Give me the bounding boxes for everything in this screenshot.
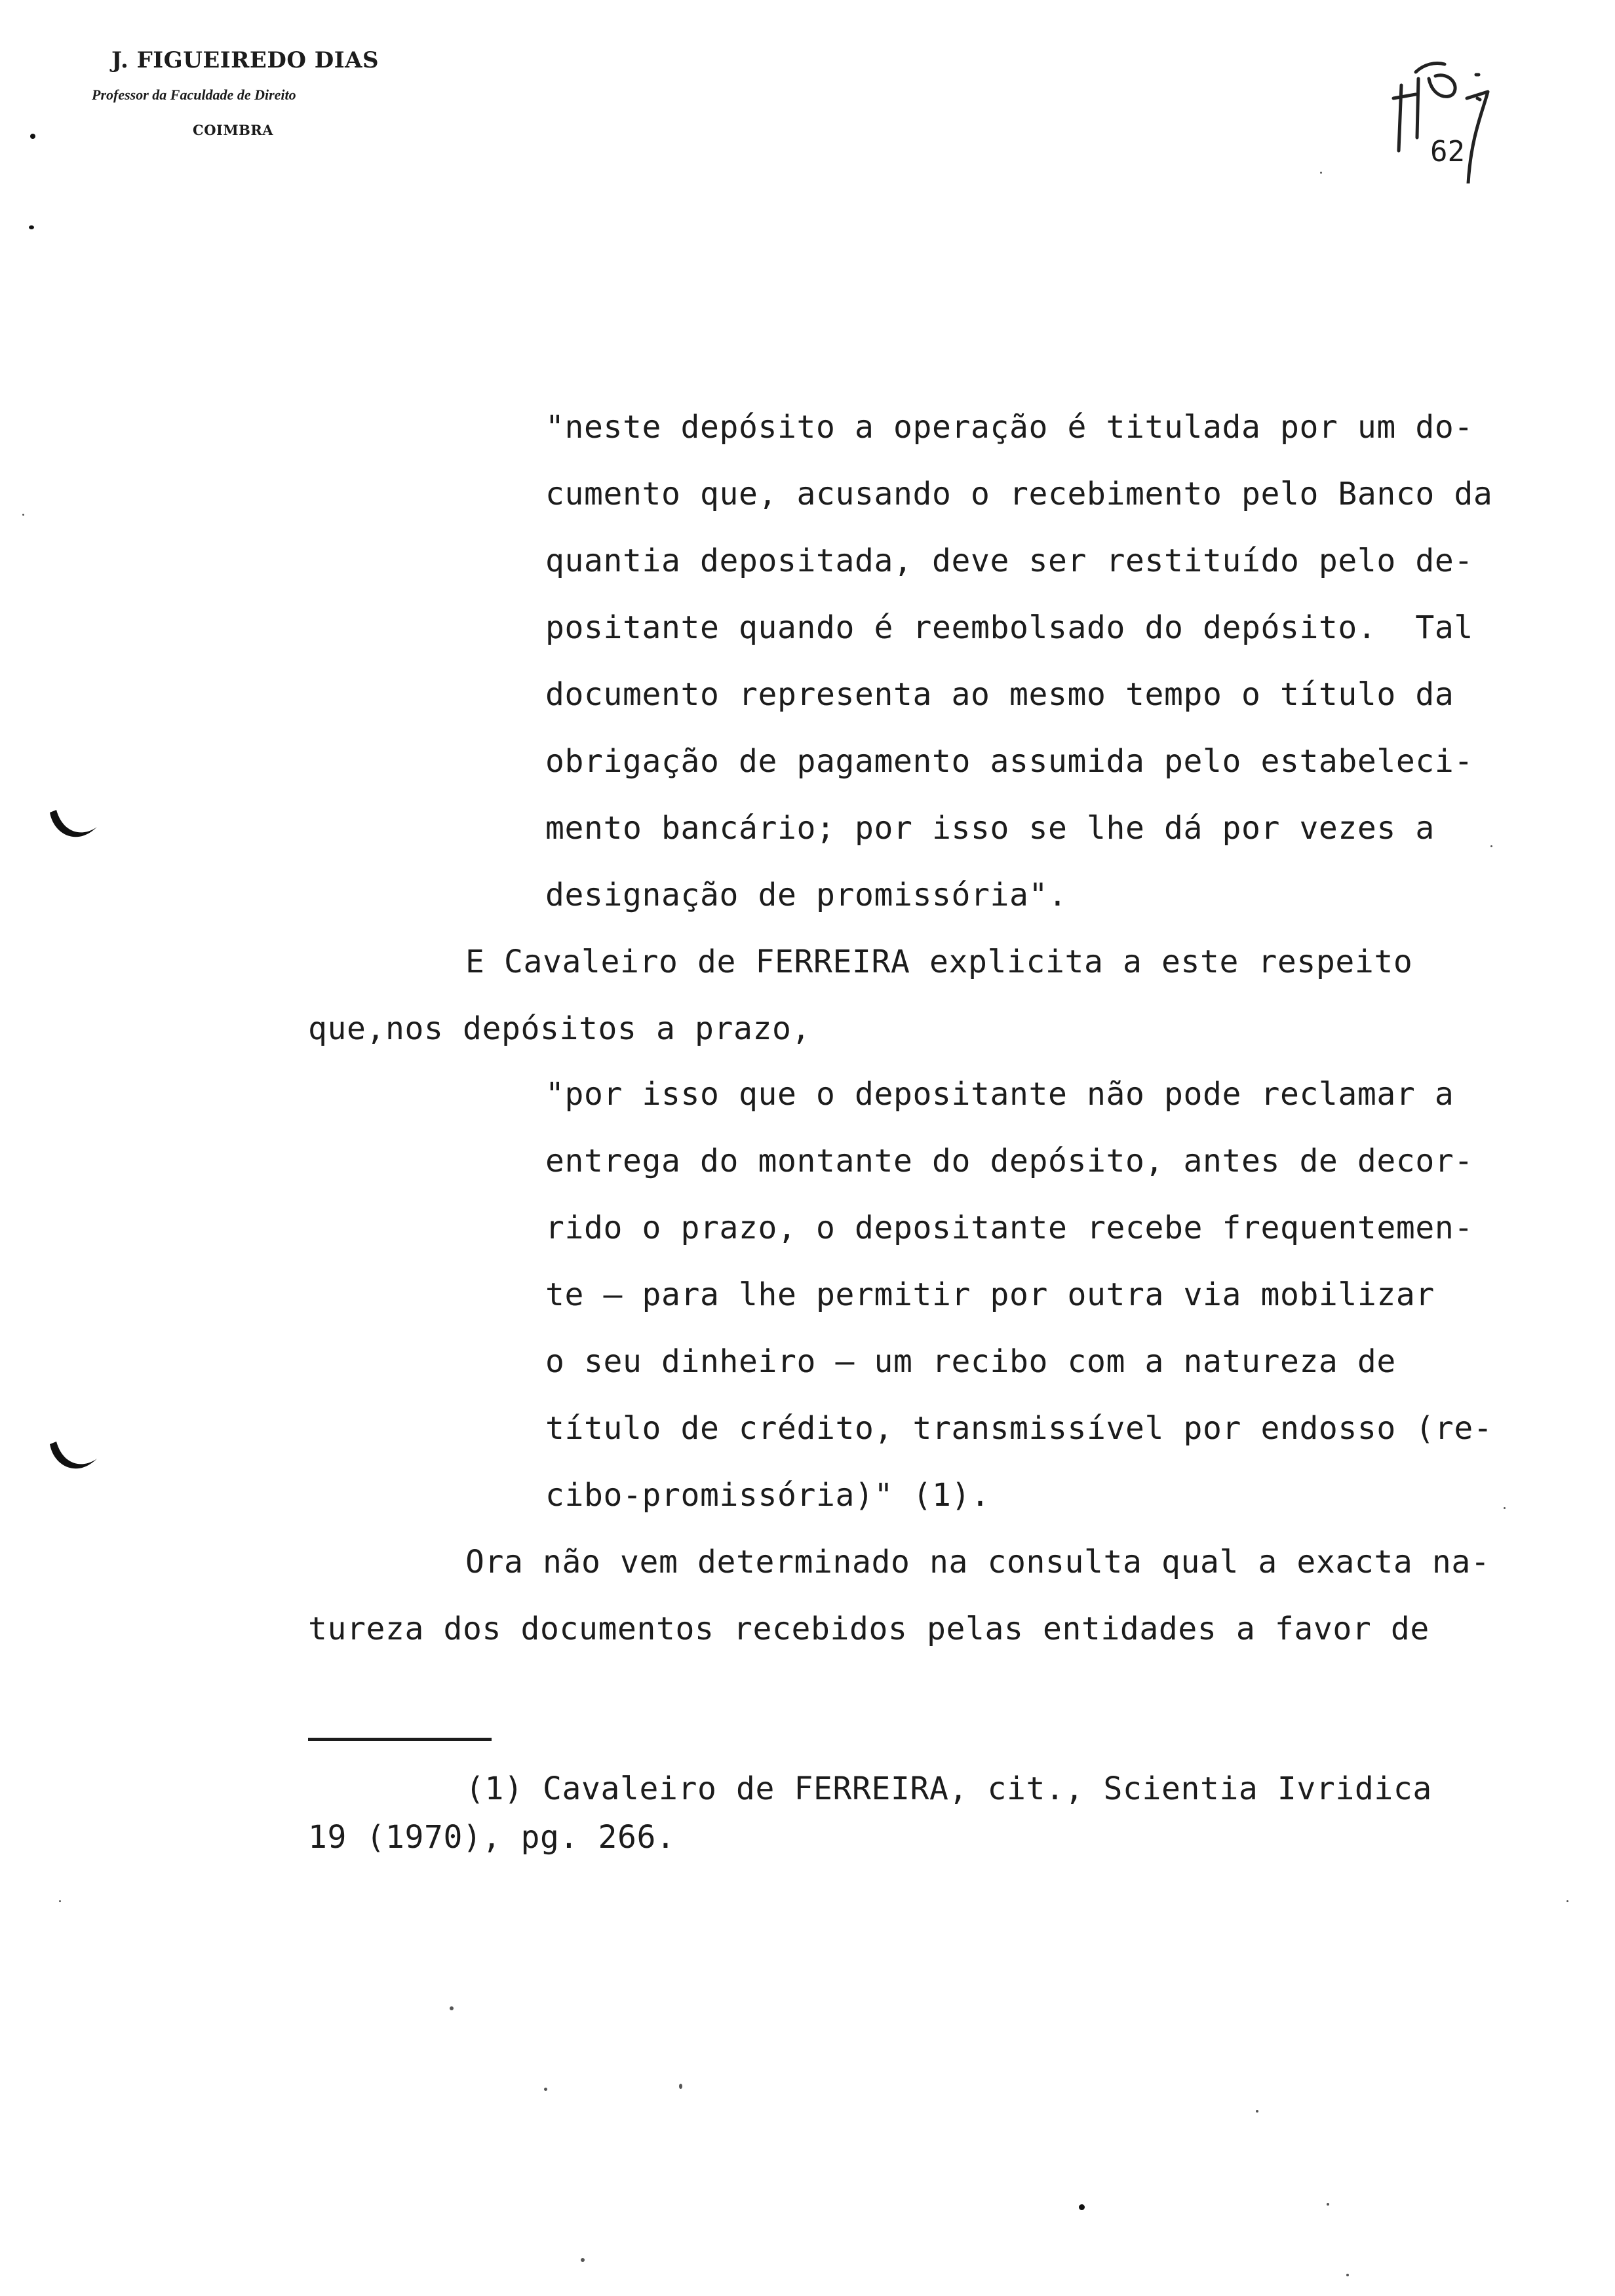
- scan-speck: [1327, 2203, 1329, 2206]
- letterhead-name: J. FIGUEIREDO DIAS: [111, 47, 379, 73]
- footnote-rule: [308, 1738, 492, 1741]
- quote1-line: obrigação de pagamento assumida pelo estabeleci-: [545, 743, 1473, 780]
- quote2-line: rido o prazo, o depositante recebe frequentemen-: [545, 1210, 1473, 1246]
- page-number: 62: [1430, 135, 1465, 168]
- scan-speck: [1490, 845, 1492, 847]
- scan-speck: [1320, 172, 1322, 174]
- punch-hole-mark: [47, 1435, 100, 1481]
- paragraph1-line: E Cavaleiro de FERREIRA explicita a este respeito: [465, 944, 1413, 980]
- scan-speck: [544, 2088, 547, 2091]
- quote1-line: designação de promissória".: [545, 877, 1068, 913]
- scan-speck: [30, 134, 35, 139]
- scan-speck: [59, 1900, 61, 1902]
- scan-speck: [1346, 2274, 1349, 2276]
- footnote-line: (1) Cavaleiro de FERREIRA, cit., Scientia Ivridica: [465, 1770, 1432, 1807]
- quote2-line: te — para lhe permitir por outra via mobilizar: [545, 1276, 1435, 1313]
- scan-speck: [679, 2084, 682, 2089]
- scan-speck: [450, 2006, 454, 2010]
- scan-speck: [22, 514, 24, 516]
- letterhead-title: Professor da Faculdade de Direito: [92, 86, 296, 103]
- quote1-line: documento representa ao mesmo tempo o título da: [545, 676, 1454, 713]
- scan-speck: [1079, 2204, 1085, 2210]
- paragraph2-line: tureza dos documentos recebidos pelas entidades a favor de: [308, 1611, 1430, 1647]
- paragraph2-line: Ora não vem determinado na consulta qual a exacta na-: [465, 1544, 1490, 1580]
- quote1-line: quantia depositada, deve ser restituído pelo de-: [545, 543, 1473, 579]
- paragraph1-line: que,nos depósitos a prazo,: [308, 1010, 811, 1047]
- quote2-line: entrega do montante do depósito, antes de decor-: [545, 1143, 1473, 1179]
- quote2-line: "por isso que o depositante não pode reclamar a: [545, 1076, 1454, 1113]
- scan-speck: [29, 225, 34, 229]
- quote1-line: cumento que, acusando o recebimento pelo Banco da: [545, 476, 1493, 512]
- quote2-line: cibo-promissória)" (1).: [545, 1477, 990, 1514]
- punch-hole-mark: [47, 803, 100, 849]
- quote1-line: positante quando é reembolsado do depósito. Tal: [545, 609, 1473, 646]
- letterhead-city: COIMBRA: [193, 122, 274, 138]
- quote2-line: o seu dinheiro — um recibo com a natureza de: [545, 1343, 1396, 1380]
- quote1-line: mento bancário; por isso se lhe dá por vezes a: [545, 810, 1435, 847]
- scan-speck: [1256, 2110, 1258, 2113]
- footnote-line: 19 (1970), pg. 266.: [308, 1819, 676, 1856]
- quote1-line: "neste depósito a operação é titulada por um do-: [545, 409, 1473, 446]
- scan-speck: [1566, 1900, 1568, 1902]
- quote2-line: título de crédito, transmissível por endosso (re-: [545, 1410, 1493, 1447]
- scan-speck: [1504, 1507, 1506, 1509]
- scan-speck: [581, 2258, 585, 2262]
